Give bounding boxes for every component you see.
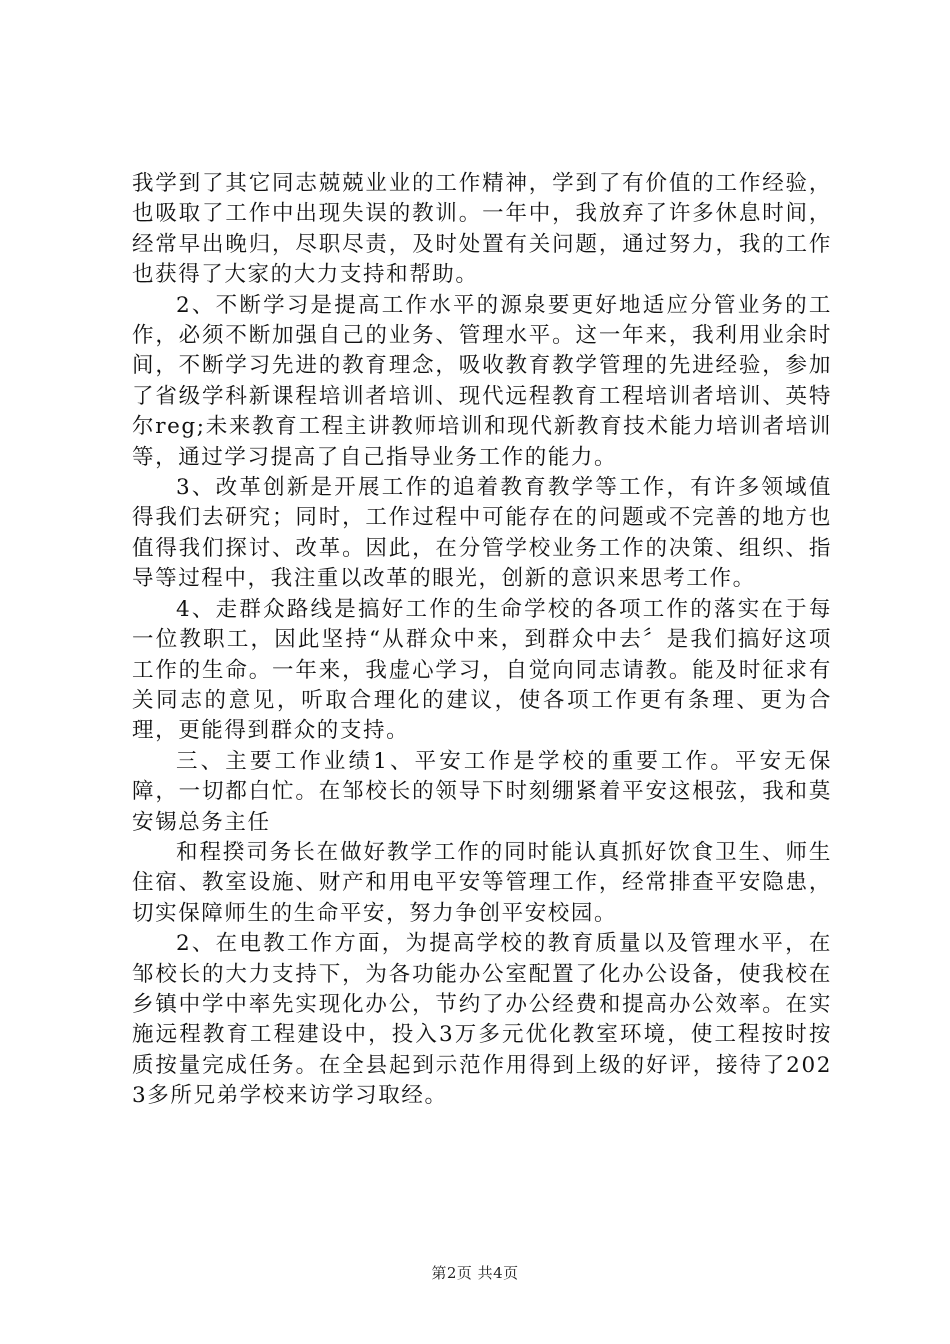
paragraph-safety-management: 和程揆司务长在做好教学工作的同时能认真抓好饮食卫生、师生住宿、教室设施、财产和用电平安等管理工作，经常排查平安隐患，切实保障师生的生命平安，努力争创平安校园。: [132, 839, 832, 926]
paragraph-main-achievements: 三、主要工作业绩1、平安工作是学校的重要工作。平安无保障，一切都白忙。在邹校长的领导下时刻绷紧着平安这根弦，我和莫安锡总务主任: [132, 748, 832, 835]
page-number-footer: 第2页 共4页: [431, 1264, 519, 1282]
document-body: [132, 169, 832, 1112]
paragraph-reform-innovation: 3、改革创新是开展工作的追着教育教学等工作，有许多领域值得我们去研究；同时，工作过程中可能存在的问题或不完善的地方也值得我们探讨、改革。因此，在分管学校业务工作的决策、组织、指导等过程中，我注重以改革的眼光，创新的意识来思考工作。: [132, 475, 832, 592]
paragraph-continuation: 我学到了其它同志兢兢业业的工作精神，学到了有价值的工作经验，也吸取了工作中出现失误的教训。一年中，我放弃了许多休息时间，经常早出晚归，尽职尽责，及时处置有关问题，通过努力，我的工作也获得了大家的大力支持和帮助。: [132, 171, 832, 288]
paragraph-audio-visual-work: 2、在电教工作方面，为提高学校的教育质量以及管理水平，在邹校长的大力支持下，为各功能办公室配置了化办公设备，使我校在乡镇中学中率先实现化办公，节约了办公经费和提高办公效率。在实施远程教育工程建设中，投入3万多元优化教室环境，使工程按时按质按量完成任务。在全县起到示范作用得到上级的好评，接待了2023多所兄弟学校来访学习取经。: [132, 931, 832, 1109]
paragraph-continuous-learning: 2、不断学习是提高工作水平的源泉要更好地适应分管业务的工作，必须不断加强自己的业务、管理水平。这一年来，我利用业余时间，不断学习先进的教育理念，吸收教育教学管理的先进经验，参加了省级学科新课程培训者培训、现代远程教育工程培训者培训、英特尔reg;未来教育工程主讲教师培训和现代新教育技术能力培训者培训等，通过学习提高了自己指导业务工作的能力。: [132, 292, 832, 470]
paragraph-mass-line: 4、走群众路线是搞好工作的生命学校的各项工作的落实在于每一位教职工，因此坚持“从群众中来，到群众中去〞是我们搞好这项工作的生命。一年来，我虚心学习，自觉向同志请教。能及时征求有关同志的意见，听取合理化的建议，使各项工作更有条理、更为合理，更能得到群众的支持。: [132, 596, 832, 744]
